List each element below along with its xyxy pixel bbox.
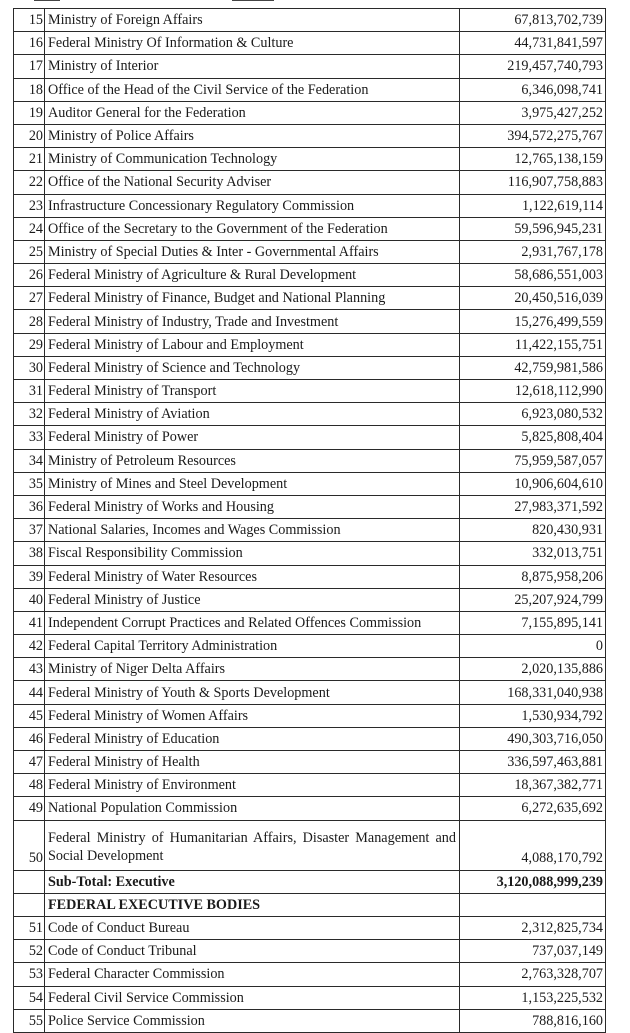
table-row [14, 565, 606, 588]
row-number-cell: 32 [14, 403, 45, 426]
row-number-cell: 49 [14, 797, 45, 820]
table-row [14, 893, 606, 916]
row-number-cell: 38 [14, 542, 45, 565]
row-number-cell [14, 870, 45, 893]
amount-cell [460, 893, 606, 916]
ministry-name-cell: Federal Ministry of Finance, Budget and National Planning [45, 287, 460, 310]
table-row [14, 78, 606, 101]
table-row [14, 611, 606, 634]
table-row [14, 194, 606, 217]
row-number-cell: 48 [14, 774, 45, 797]
row-number-cell: 47 [14, 751, 45, 774]
amount-cell: 6,346,098,741 [460, 78, 606, 101]
row-number-cell: 22 [14, 171, 45, 194]
amount-cell: 27,983,371,592 [460, 495, 606, 518]
row-number-cell: 54 [14, 986, 45, 1009]
ministry-name-cell: Infrastructure Concessionary Regulatory Commission [45, 194, 460, 217]
table-row [14, 472, 606, 495]
ministry-name-cell: Office of the Secretary to the Government of the Federation [45, 217, 460, 240]
ministry-name-cell: Federal Ministry Of Information & Culture [45, 32, 460, 55]
table-row [14, 870, 606, 893]
ministry-name-cell: Police Service Commission [45, 1009, 460, 1032]
amount-cell: 8,875,958,206 [460, 565, 606, 588]
table-row [14, 986, 606, 1009]
ministry-name-cell: Federal Ministry of Women Affairs [45, 704, 460, 727]
table-row [14, 774, 606, 797]
table-row [14, 333, 606, 356]
table-row [14, 495, 606, 518]
ministry-name-cell: Federal Ministry of Transport [45, 380, 460, 403]
amount-cell: 116,907,758,883 [460, 171, 606, 194]
amount-cell: 42,759,981,586 [460, 356, 606, 379]
ministry-name-cell: Federal Ministry of Education [45, 727, 460, 750]
row-number-cell: 15 [14, 9, 45, 32]
ministry-name-cell: Federal Ministry of Health [45, 751, 460, 774]
table-row [14, 916, 606, 939]
ministry-name-cell: Federal Ministry of Humanitarian Affairs, Disaster Management and Social Development [45, 820, 460, 870]
table-row [14, 727, 606, 750]
row-number-cell: 42 [14, 635, 45, 658]
ministry-name-cell: Federal Ministry of Labour and Employment [45, 333, 460, 356]
table-row [14, 704, 606, 727]
table-row [14, 542, 606, 565]
ministry-name-cell: Federal Ministry of Youth & Sports Development [45, 681, 460, 704]
table-row [14, 751, 606, 774]
cropped-row-fragment [232, 0, 274, 5]
ministry-name-cell: Federal Ministry of Aviation [45, 403, 460, 426]
table-row [14, 820, 606, 870]
table-row [14, 403, 606, 426]
amount-cell: 0 [460, 635, 606, 658]
ministry-name-cell: Office of the Head of the Civil Service of the Federation [45, 78, 460, 101]
table-row [14, 356, 606, 379]
table-row [14, 171, 606, 194]
amount-cell: 18,367,382,771 [460, 774, 606, 797]
ministry-name-cell: Code of Conduct Bureau [45, 916, 460, 939]
table-row [14, 32, 606, 55]
amount-cell: 219,457,740,793 [460, 55, 606, 78]
table-row [14, 963, 606, 986]
ministry-name-cell: Ministry of Special Duties & Inter - Governmental Affairs [45, 240, 460, 263]
amount-cell: 12,618,112,990 [460, 380, 606, 403]
amount-cell: 737,037,149 [460, 940, 606, 963]
amount-cell: 4,088,170,792 [460, 820, 606, 870]
amount-cell: 6,923,080,532 [460, 403, 606, 426]
table-row [14, 797, 606, 820]
row-number-cell: 55 [14, 1009, 45, 1032]
ministry-name-cell: Federal Ministry of Science and Technology [45, 356, 460, 379]
ministry-name-cell: Federal Ministry of Environment [45, 774, 460, 797]
row-number-cell: 37 [14, 519, 45, 542]
ministry-name-cell: Federal Capital Territory Administration [45, 635, 460, 658]
amount-cell: 7,155,895,141 [460, 611, 606, 634]
table-row [14, 449, 606, 472]
ministry-name-cell: Federal Ministry of Works and Housing [45, 495, 460, 518]
amount-cell: 2,020,135,886 [460, 658, 606, 681]
row-number-cell: 29 [14, 333, 45, 356]
row-number-cell: 43 [14, 658, 45, 681]
ministry-name-cell: Federal Civil Service Commission [45, 986, 460, 1009]
row-number-cell: 53 [14, 963, 45, 986]
row-number-cell: 16 [14, 32, 45, 55]
table-row [14, 101, 606, 124]
table-row [14, 635, 606, 658]
ministry-name-cell: Ministry of Mines and Steel Development [45, 472, 460, 495]
amount-cell: 3,975,427,252 [460, 101, 606, 124]
row-number-cell: 36 [14, 495, 45, 518]
amount-cell: 15,276,499,559 [460, 310, 606, 333]
table-row [14, 264, 606, 287]
amount-cell: 20,450,516,039 [460, 287, 606, 310]
table-row [14, 1009, 606, 1032]
amount-cell: 44,731,841,597 [460, 32, 606, 55]
ministry-name-cell: National Salaries, Incomes and Wages Commission [45, 519, 460, 542]
ministry-name-cell: Ministry of Niger Delta Affairs [45, 658, 460, 681]
row-number-cell: 31 [14, 380, 45, 403]
row-number-cell: 33 [14, 426, 45, 449]
row-number-cell: 41 [14, 611, 45, 634]
amount-cell: 6,272,635,692 [460, 797, 606, 820]
amount-cell: 1,122,619,114 [460, 194, 606, 217]
row-number-cell: 45 [14, 704, 45, 727]
ministry-name-cell: Code of Conduct Tribunal [45, 940, 460, 963]
ministry-name-cell: Ministry of Communication Technology [45, 148, 460, 171]
ministry-name-cell: Federal Character Commission [45, 963, 460, 986]
row-number-cell: 40 [14, 588, 45, 611]
table-row [14, 310, 606, 333]
ministry-name-cell: Auditor General for the Federation [45, 101, 460, 124]
row-number-cell [14, 893, 45, 916]
amount-cell: 490,303,716,050 [460, 727, 606, 750]
table-row [14, 148, 606, 171]
row-number-cell: 35 [14, 472, 45, 495]
budget-table [13, 8, 606, 1033]
ministry-name-cell: Independent Corrupt Practices and Related Offences Commission [45, 611, 460, 634]
row-number-cell: 50 [14, 820, 45, 870]
ministry-name-cell: Ministry of Interior [45, 55, 460, 78]
row-number-cell: 20 [14, 124, 45, 147]
table-row [14, 426, 606, 449]
amount-cell: 59,596,945,231 [460, 217, 606, 240]
table-row [14, 519, 606, 542]
amount-cell: 25,207,924,799 [460, 588, 606, 611]
row-number-cell: 27 [14, 287, 45, 310]
row-number-cell: 19 [14, 101, 45, 124]
amount-cell: 67,813,702,739 [460, 9, 606, 32]
row-number-cell: 46 [14, 727, 45, 750]
amount-cell: 394,572,275,767 [460, 124, 606, 147]
row-number-cell: 30 [14, 356, 45, 379]
table-row [14, 658, 606, 681]
table-row [14, 240, 606, 263]
table-row [14, 9, 606, 32]
amount-cell: 336,597,463,881 [460, 751, 606, 774]
row-number-cell: 28 [14, 310, 45, 333]
row-number-cell: 24 [14, 217, 45, 240]
budget-table-body [14, 9, 606, 1033]
table-row [14, 940, 606, 963]
amount-cell: 3,120,088,999,239 [460, 870, 606, 893]
ministry-name-cell: Federal Ministry of Justice [45, 588, 460, 611]
amount-cell: 75,959,587,057 [460, 449, 606, 472]
amount-cell: 1,153,225,532 [460, 986, 606, 1009]
amount-cell: 12,765,138,159 [460, 148, 606, 171]
row-number-cell: 25 [14, 240, 45, 263]
ministry-name-cell: Ministry of Police Affairs [45, 124, 460, 147]
row-number-cell: 18 [14, 78, 45, 101]
ministry-name-cell: Federal Ministry of Water Resources [45, 565, 460, 588]
table-row [14, 217, 606, 240]
row-number-cell: 21 [14, 148, 45, 171]
row-number-cell: 52 [14, 940, 45, 963]
amount-cell: 5,825,808,404 [460, 426, 606, 449]
amount-cell: 1,530,934,792 [460, 704, 606, 727]
row-number-cell: 44 [14, 681, 45, 704]
amount-cell: 168,331,040,938 [460, 681, 606, 704]
ministry-name-cell: FEDERAL EXECUTIVE BODIES [45, 893, 460, 916]
amount-cell: 2,763,328,707 [460, 963, 606, 986]
amount-cell: 2,312,825,734 [460, 916, 606, 939]
ministry-name-cell: Federal Ministry of Agriculture & Rural Development [45, 264, 460, 287]
ministry-name-cell: Federal Ministry of Power [45, 426, 460, 449]
amount-cell: 11,422,155,751 [460, 333, 606, 356]
row-number-cell: 39 [14, 565, 45, 588]
table-row [14, 55, 606, 78]
amount-cell: 788,816,160 [460, 1009, 606, 1032]
table-row [14, 681, 606, 704]
row-number-cell: 17 [14, 55, 45, 78]
row-number-cell: 26 [14, 264, 45, 287]
amount-cell: 58,686,551,003 [460, 264, 606, 287]
row-number-cell: 51 [14, 916, 45, 939]
ministry-name-cell: National Population Commission [45, 797, 460, 820]
amount-cell: 332,013,751 [460, 542, 606, 565]
row-number-cell: 34 [14, 449, 45, 472]
ministry-name-cell: Sub-Total: Executive [45, 870, 460, 893]
row-number-cell: 23 [14, 194, 45, 217]
amount-cell: 10,906,604,610 [460, 472, 606, 495]
table-row [14, 380, 606, 403]
ministry-name-cell: Office of the National Security Adviser [45, 171, 460, 194]
table-row [14, 124, 606, 147]
ministry-name-cell: Federal Ministry of Industry, Trade and Investment [45, 310, 460, 333]
ministry-name-cell: Fiscal Responsibility Commission [45, 542, 460, 565]
amount-cell: 820,430,931 [460, 519, 606, 542]
amount-cell: 2,931,767,178 [460, 240, 606, 263]
cropped-row-fragment [34, 0, 60, 5]
ministry-name-cell: Ministry of Foreign Affairs [45, 9, 460, 32]
table-row [14, 588, 606, 611]
ministry-name-cell: Ministry of Petroleum Resources [45, 449, 460, 472]
table-row [14, 287, 606, 310]
